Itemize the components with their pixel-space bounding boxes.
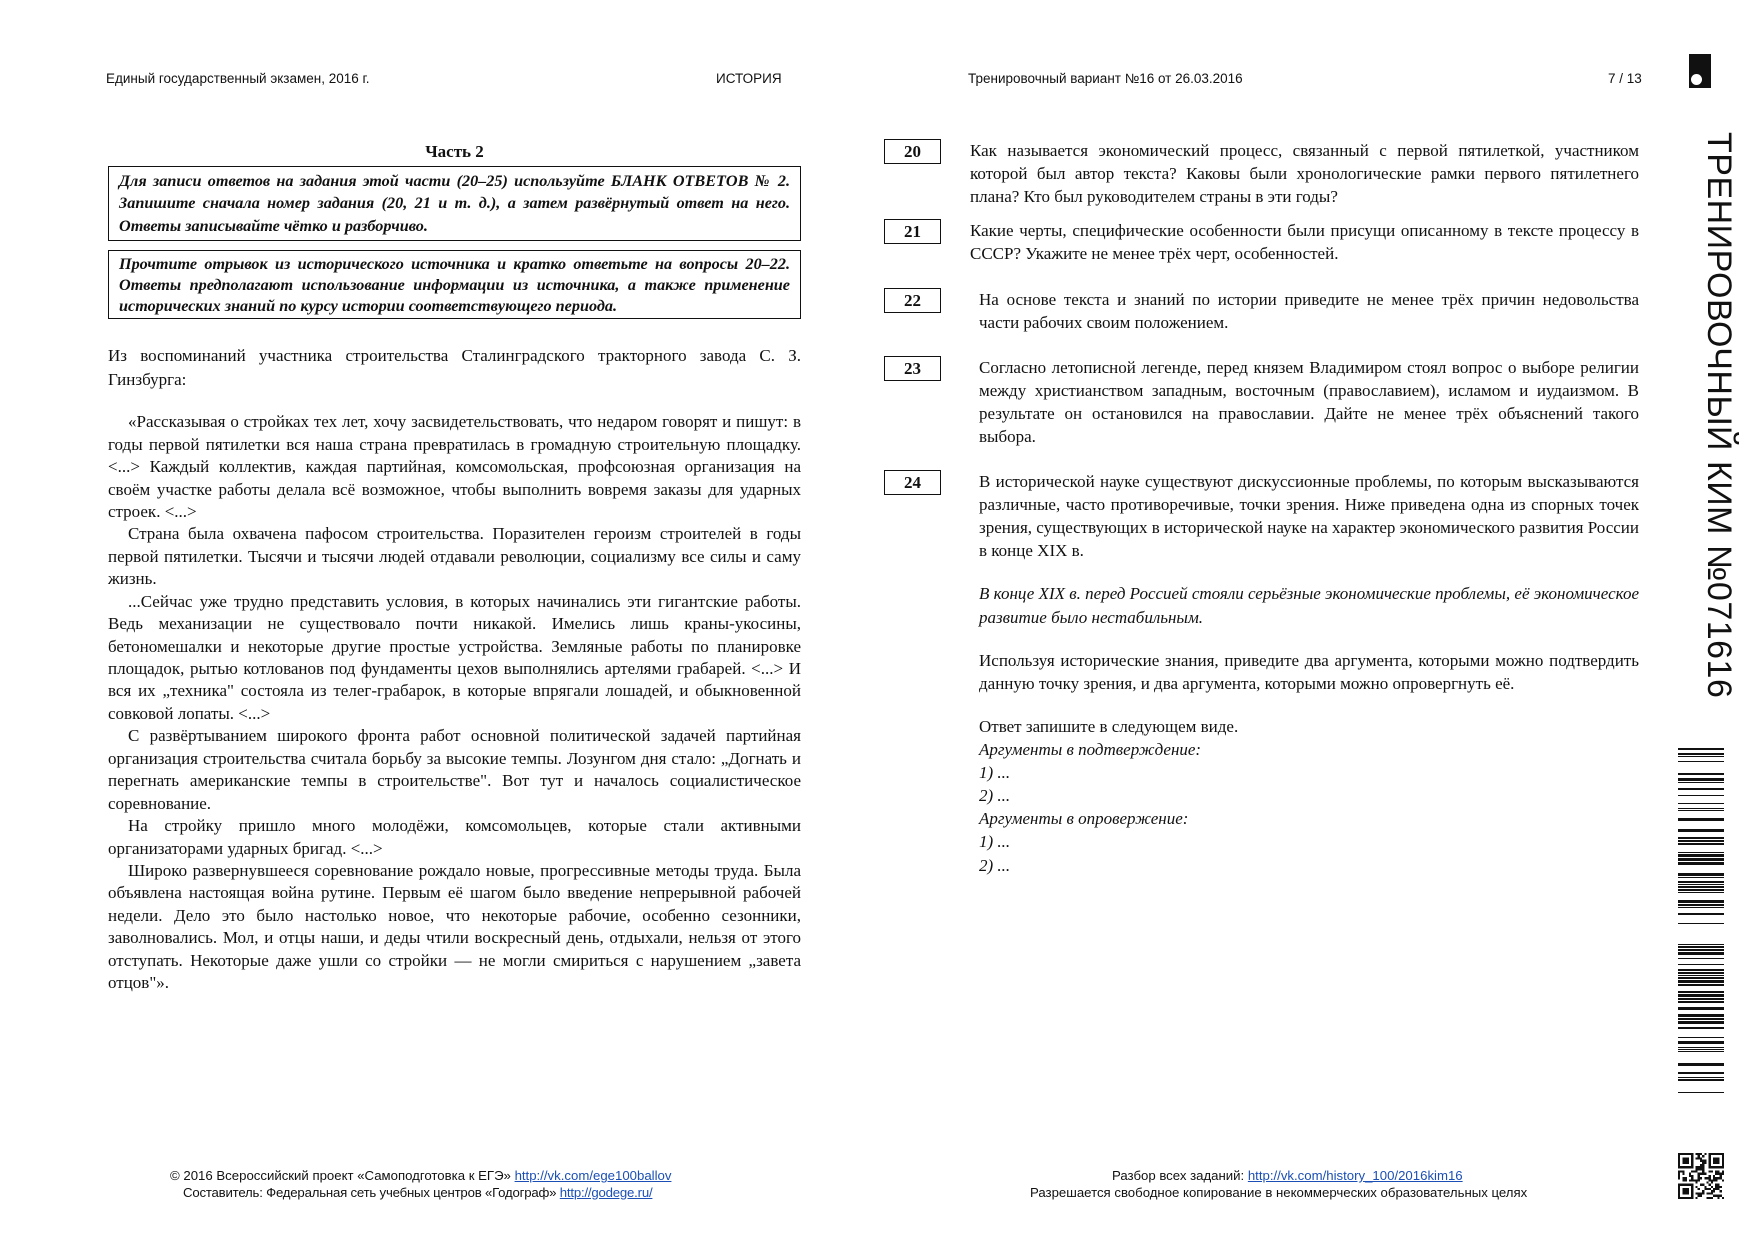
quote-paragraph: С развёртыванием широкого фронта работ основной политической задачей партийная организация строительства считала борьбу за высокие темпы. Лозунгом дня стало: „Догнать и перегнать американские темпы в строительстве". Вот тут и началось социалистическое соревнование.	[108, 726, 801, 813]
footer-analysis	[1112, 1168, 1463, 1183]
footer-project-link[interactable]: http://vk.com/ege100ballov	[514, 1168, 672, 1183]
refute-label: Аргументы в опровержение:	[979, 809, 1189, 829]
refute-item-2: 2) ...	[979, 855, 1011, 875]
confirm-item-2: 2) ...	[979, 786, 1011, 806]
task-text: Как называется экономический процесс, связанный с первой пятилеткой, участником которой был автор текста? Каковы были хронологические рамки первого пятилетнего плана? Кто был руководителем страны в эти годы?	[970, 141, 1639, 207]
task-text: На основе текста и знаний по истории приведите не менее трёх причин недовольства части рабочих своим положением.	[979, 290, 1639, 333]
task-viewpoint: В конце XIX в. перед Россией стояли серьёзные экономические проблемы, её экономическое развитие было нестабильным.	[979, 584, 1639, 627]
side-title-text: ТРЕНИРОВОЧНЫЙ КИМ №071616	[1700, 132, 1738, 699]
quote-paragraph: ...Сейчас уже трудно представить условия, в которых начинались эти гигантские работы. Ведь механизации не существовало почти никакой. Имелись лишь краны-укосины, бетономешалки и некоторые другие простые устройства. Земляные работы по планировке площадок, рытью котлованов под фундаменты цехов выполнялись артелями грабарей. <...> И вся их „техника" состояла из телег-грабарок, в которые впрягали лошадей, и обыкновенной совковой лопаты. <...>	[108, 591, 801, 723]
header-subject: ИСТОРИЯ	[716, 71, 782, 86]
quote-paragraph: Страна была охвачена пафосом строительства. Поразителен героизм строителей в годы первой пятилетки. Тысячи и тысячи людей отдавали революции, социализму все силы и саму жизнь.	[108, 524, 801, 589]
task-number-box: 22	[884, 288, 941, 313]
footer-project	[170, 1168, 671, 1183]
qr-code-icon	[1678, 1153, 1724, 1199]
confirm-label: Аргументы в подтверждение:	[979, 739, 1202, 759]
task-number-box: 24	[884, 470, 941, 495]
header-exam-name: Единый государственный экзамен, 2016 г.	[106, 71, 370, 86]
footer-analysis-link[interactable]: http://vk.com/history_100/2016kim16	[1247, 1168, 1463, 1183]
quote-paragraph: Широко развернувшееся соревнование рождало новые, прогрессивные методы труда. Была объявлена настоящая война рутине. Первым её шагом было введение непрерывной рабочей недели. Дело это было настолько новое, что некоторые рабочие, особенно сезонники, заволновались. Мол, и отцы наши, и деды чтили воскресный день, отдыхали, нельзя от этого отступать. Некоторые даже ушли со стройки — не могли смириться с нарушением „завета отцов"».	[108, 860, 801, 993]
page-number: 7 / 13	[1608, 71, 1642, 86]
instruction-box-reading: Прочтите отрывок из исторического источника и кратко ответьте на вопросы 20–22. Ответы предполагают использование информации из источника, а также применение исторических знаний по курсу истории соответствующего периода.	[108, 250, 801, 319]
footer-project-text: © 2016 Всероссийский проект «Самоподготовка к ЕГЭ»	[170, 1168, 511, 1183]
confirm-item-1: 1) ...	[979, 763, 1011, 783]
task-instruction: Используя исторические знания, приведите два аргумента, которыми можно подтвердить данную точку зрения, и два аргумента, которыми можно опровергнуть её.	[979, 650, 1639, 693]
source-intro: Из воспоминаний участника строительства Сталинградского тракторного завода С. З. Гинзбурга:	[108, 346, 801, 389]
side-title	[1698, 132, 1738, 712]
barcode-icon	[1678, 748, 1724, 1100]
quote-paragraph: «Рассказывая о стройках тех лет, хочу засвидетельствовать, что недаром говорят и пишут: в годы первой пятилетки вся наша страна превратилась в громадную строительную площадку. <...> Каждый коллектив, каждая партийная, комсомольская, профсоюзная организация на своём участке работы делала всё возможное, чтобы выполнить вовремя заказы для ударных строек. <...>	[108, 412, 801, 521]
part-title: Часть 2	[425, 142, 484, 161]
footer-analysis-text: Разбор всех заданий:	[1112, 1168, 1245, 1183]
source-quote	[108, 411, 801, 994]
footer-author-link[interactable]: http://godege.ru/	[559, 1185, 653, 1200]
task-number-box: 23	[884, 356, 941, 381]
header-variant: Тренировочный вариант №16 от 26.03.2016	[968, 71, 1243, 86]
footer-author	[183, 1185, 652, 1200]
task-text: Какие черты, специфические особенности были присущи описанному в тексте процессу в СССР? Укажите не менее трёх черт, особенностей.	[970, 221, 1639, 264]
task-text: В исторической науке существуют дискуссионные проблемы, по которым высказываются различные, часто противоречивые, точки зрения. Ниже приведена одна из спорных точек зрения, существующих в исторической науке на характер экономического развития России в конце XIX в.	[979, 472, 1639, 561]
instruction-box-answers: Для записи ответов на задания этой части (20–25) используйте БЛАНК ОТВЕТОВ № 2. Запишите сначала номер задания (20, 21 и т. д.), а затем развёрнутый ответ на него. Ответы записывайте чётко и разборчиво.	[108, 166, 801, 241]
corner-marker-icon	[1689, 54, 1711, 88]
task-number-box: 21	[884, 219, 941, 244]
task-text: Согласно летописной легенде, перед князем Владимиром стоял вопрос о выборе религии между христианством западным, восточным (православием), исламом и иудаизмом. В результате он остановился на православии. Дайте не менее трёх объяснений такого выбора.	[979, 358, 1639, 447]
footer-license: Разрешается свободное копирование в некоммерческих образовательных целях	[1030, 1185, 1528, 1200]
refute-item-1: 1) ...	[979, 832, 1011, 852]
answer-form-intro: Ответ запишите в следующем виде.	[979, 716, 1239, 736]
task-body	[979, 470, 1639, 877]
quote-paragraph: На стройку пришло много молодёжи, комсомольцев, которые стали активными организаторами ударных бригад. <...>	[108, 816, 801, 858]
left-column	[108, 137, 801, 995]
footer-author-text: Составитель: Федеральная сеть учебных центров «Годограф»	[183, 1185, 557, 1200]
task-number-box: 20	[884, 139, 941, 164]
